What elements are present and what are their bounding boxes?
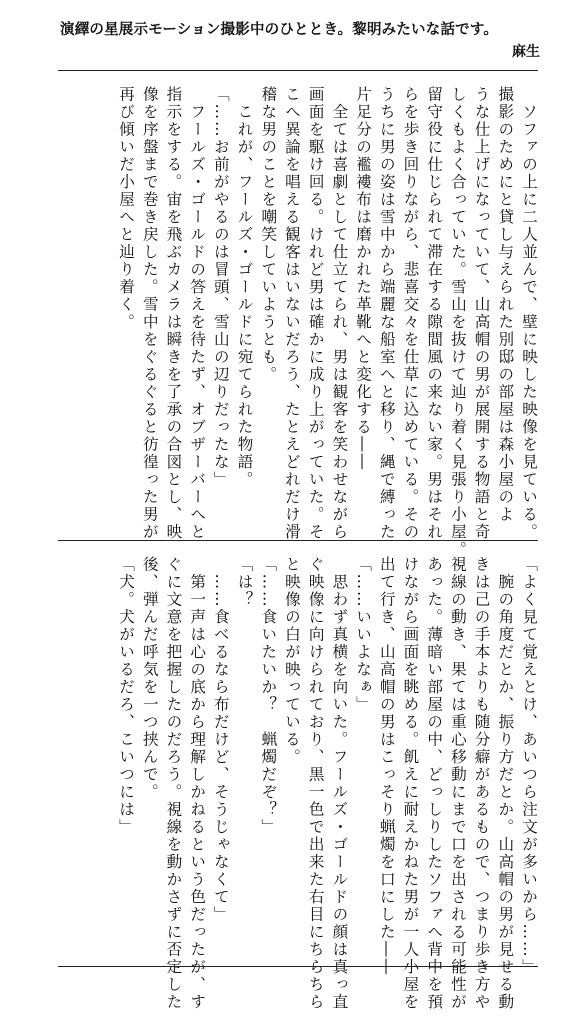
- text-line: 指示をする。宙を飛ぶカメラは瞬きを了承の合図とし、映: [164, 86, 183, 541]
- text-line: ……食べるなら布だけど、そうじゃなくて」: [211, 556, 230, 924]
- text-line: 像を序盤まで巻き戻した。雪中をぐるぐると彷徨った男が: [140, 86, 159, 541]
- text-line: うちに男の姿は雪中から端麗な船室へと移り、縄で縛った: [377, 86, 396, 541]
- bottom-divider: [58, 966, 538, 967]
- text-line: 出て行き、山高帽の男はこっそり蝋燭を口にした――: [377, 556, 396, 976]
- middle-divider: [58, 540, 538, 541]
- text-line: ソファの上に二人並んで、壁に映した映像を見ている。: [520, 86, 538, 541]
- text-line: けながら画面を眺める。飢えに耐えかねた男が一人小屋を: [401, 556, 420, 1011]
- text-line: 再び傾いだ小屋へと辿り着く。: [117, 86, 136, 331]
- text-line: ぐ映像に向けられており、黒一色で出来た右目にちらちら: [306, 556, 325, 1011]
- text-line: 「……お前がやるのは冒頭、雪山の辺りだったな」: [211, 86, 230, 489]
- text-line: 全ては喜劇として仕立てられ、男は観客を笑わせながら: [330, 86, 349, 541]
- text-line: 視線の動き、果ては重心移動にまで口を出される可能性が: [448, 556, 467, 1011]
- text-line: 留守役に仕じられて滞在する隙間風の来ない家。男はそれ: [425, 86, 444, 541]
- text-line: フールズ・ゴールドの答えを待たず、オブザーバーへと: [188, 86, 207, 541]
- text-line: 「よく見て覚えとけ、あいつら注文が多いから……」: [520, 556, 538, 976]
- text-block-upper: [60, 86, 540, 559]
- text-line: 「……いいよなぁ」: [354, 556, 373, 714]
- text-line: 後、弾んだ呼気を一つ挟んで。: [140, 556, 159, 801]
- text-line: 「犬。犬がいるだろ、こいつには」: [117, 556, 136, 836]
- text-line: しくもよく合っていた。雪山を抜けて辿り着く見張り小屋。: [448, 86, 467, 559]
- text-line: と映像の白が映っている。: [282, 556, 301, 766]
- author-name: 麻生: [512, 44, 540, 60]
- top-divider: [58, 70, 538, 71]
- text-line: 片足分の襤褸布は磨かれた革靴へと変化する――: [354, 86, 373, 471]
- text-line: 「は？: [235, 556, 254, 609]
- text-line: きは己の手本よりも随分癖があるもので、つまり歩き方や: [472, 556, 491, 1011]
- text-line: 第一声は心の底から理解しかねるという色だったが、す: [188, 556, 207, 1011]
- text-line: 思わず真横を向いた。フールズ・ゴールドの顔は真っ直: [330, 556, 349, 1011]
- text-line: うな仕上げになっていて、山高帽の男が展開する物語と奇: [472, 86, 491, 541]
- text-line: 腕の角度だとか、振り方だとか。山高帽の男が見せる動: [496, 556, 515, 1011]
- text-line: 撮影のためにと貸し与えられた別邸の部屋は森小屋のよ: [496, 86, 515, 524]
- text-line: 画面を駆け回る。けれど男は確かに成り上がっていた。そ: [306, 86, 325, 541]
- text-line: らを歩き回りながら、悲喜交々を仕草に込めている。その: [401, 86, 420, 541]
- text-block-lower: [60, 556, 540, 1011]
- page-title: 演繹の星展示モーション撮影中のひととき。黎明みたいな話です。: [60, 22, 499, 38]
- text-line: こへ異論を唱える観客はいないだろう、たとえどれだけ滑: [282, 86, 301, 541]
- text-line: あった。薄暗い部屋の中、どっしりしたソファへ背中を預: [425, 556, 444, 1011]
- text-line: ぐに文意を把握したのだろう。視線を動かさずに否定した: [164, 556, 183, 1011]
- text-line: 「……食いたいか？ 蝋燭だぞ？」: [259, 556, 278, 836]
- text-line: これが、フールズ・ゴールドに宛てられた物語。: [235, 86, 254, 489]
- text-line: 稽な男のことを嘲笑していようとも。: [259, 86, 278, 384]
